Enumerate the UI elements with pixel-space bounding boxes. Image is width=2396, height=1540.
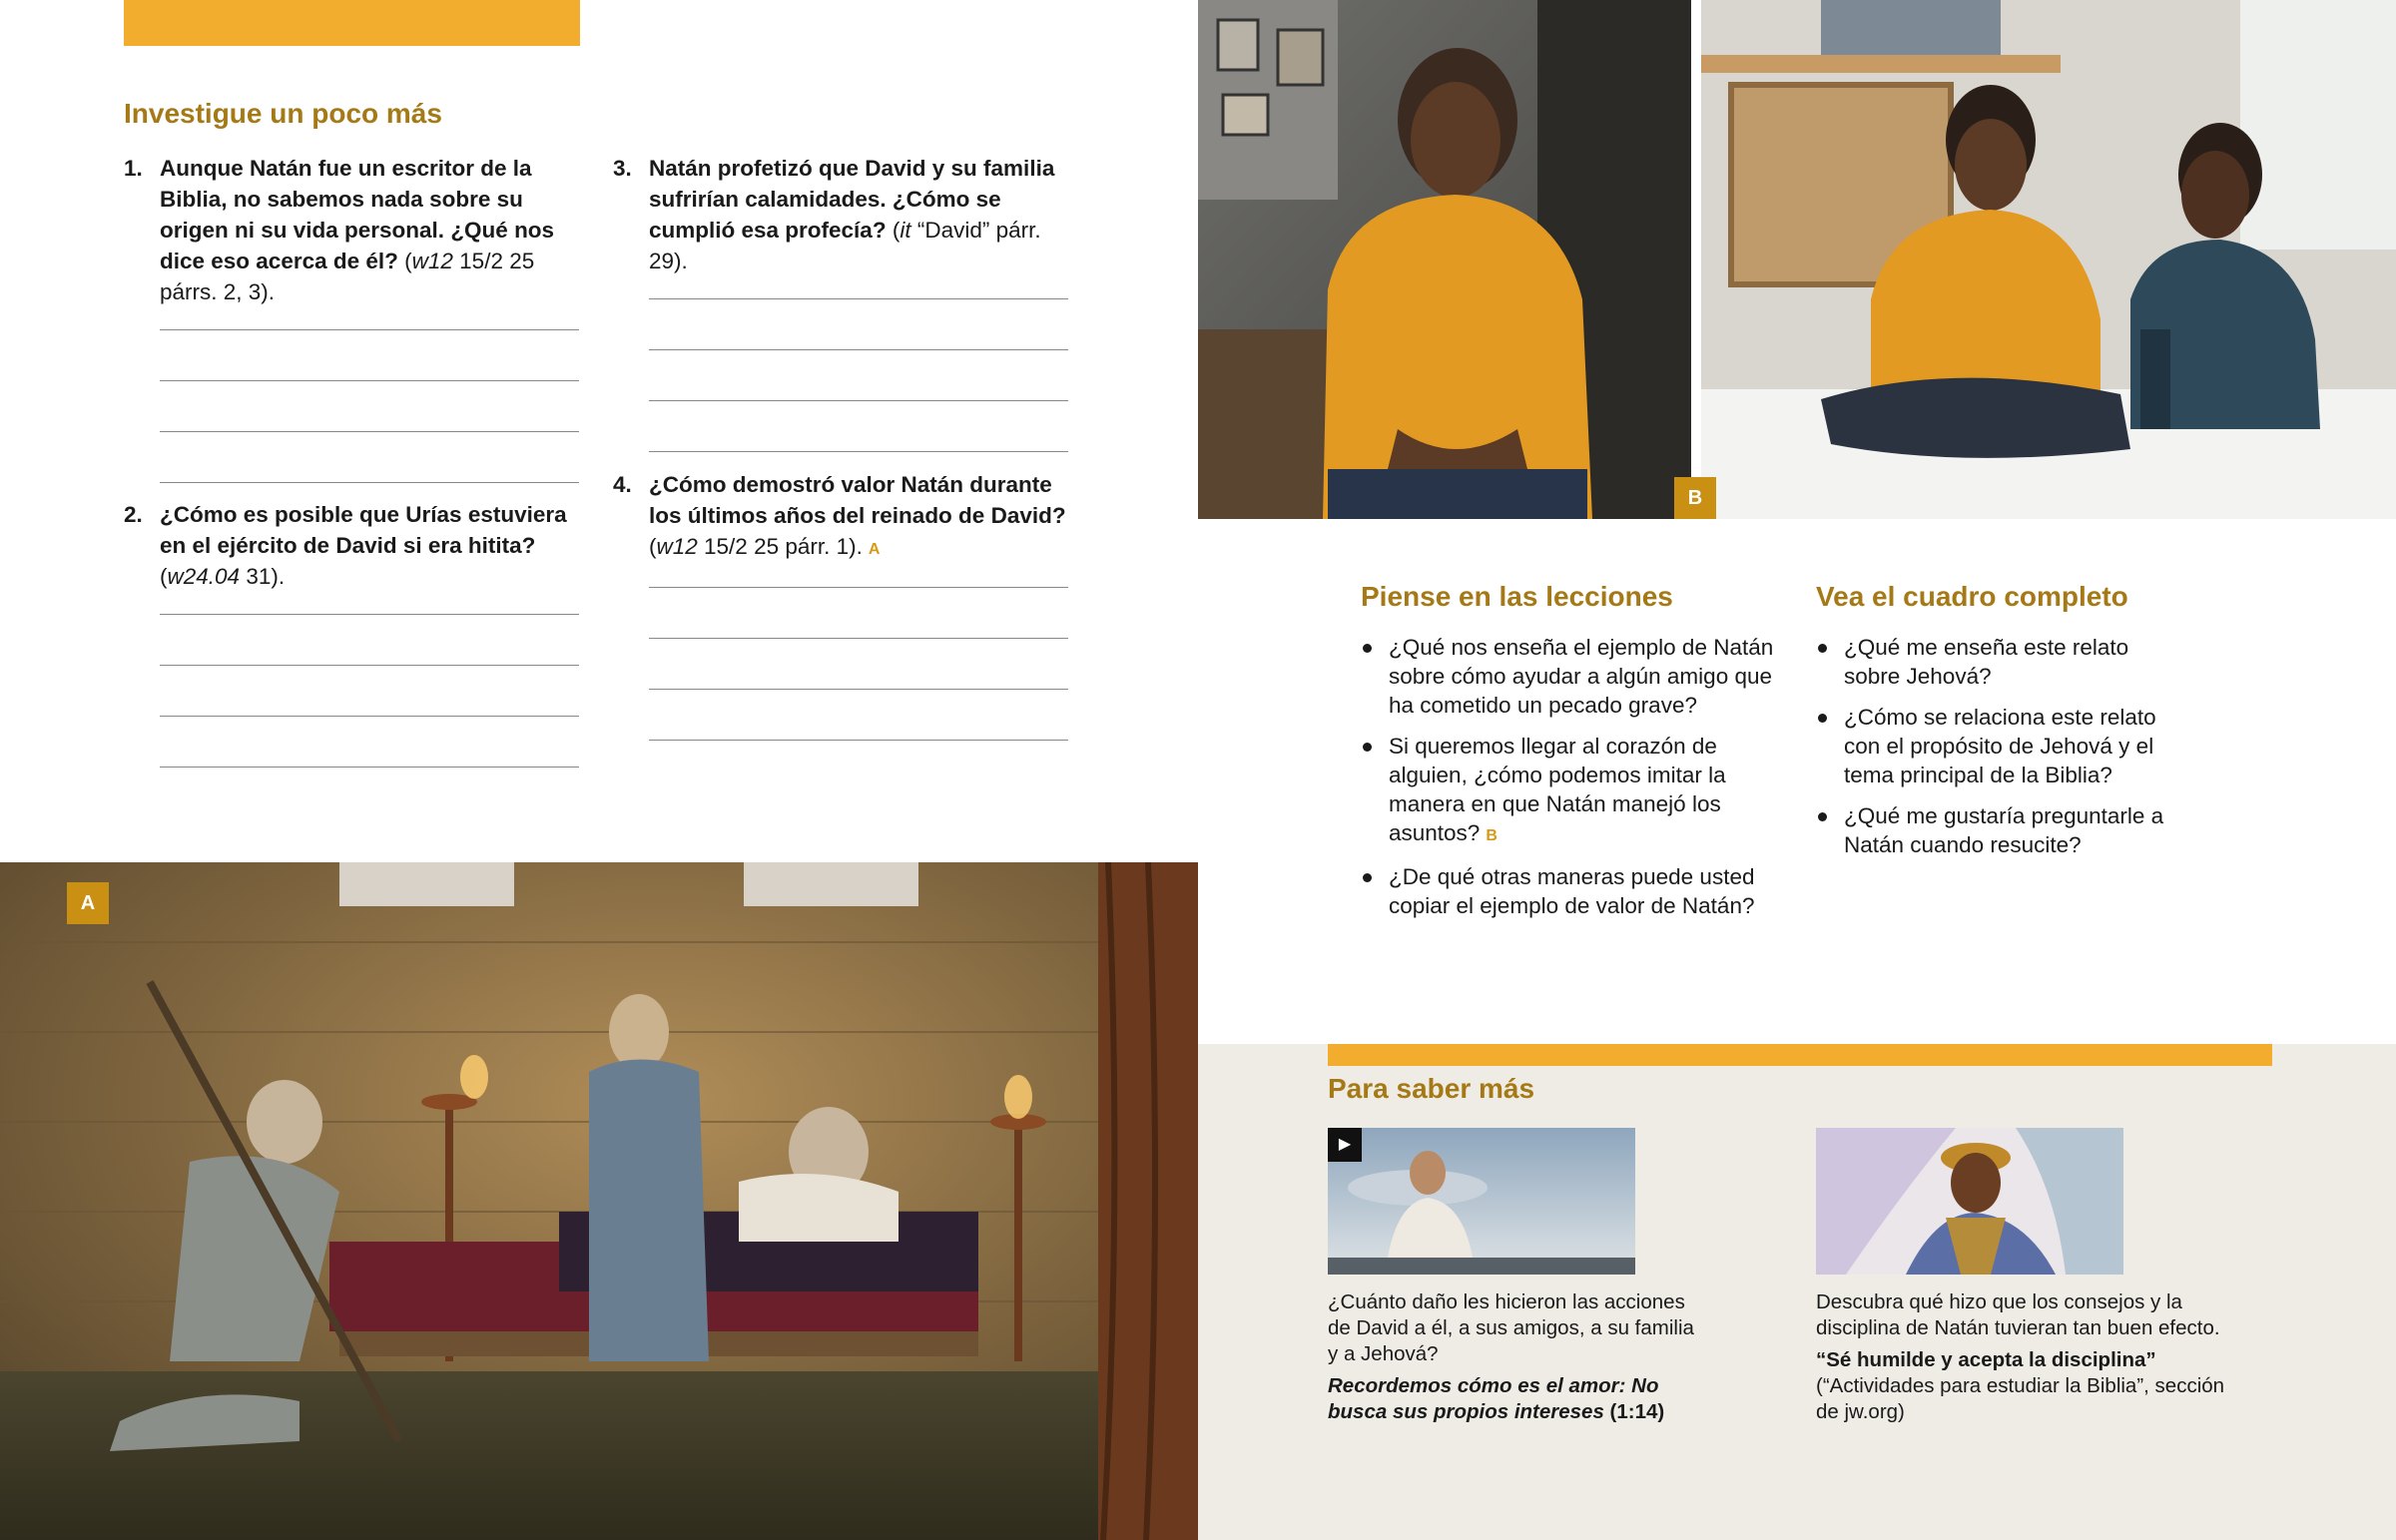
reference-detail: 15/2 25 párrs. 2, 3). <box>160 249 535 304</box>
question-1: 1. Aunque Natán fue un escritor de la Biblia, no sabemos nada sobre su origen ni su vida personal. ¿Qué nos dice eso acerca de él? (w12 15/2 25 párrs. 2, 3). <box>160 153 579 533</box>
answer-line[interactable] <box>649 400 1068 401</box>
answer-line[interactable] <box>649 740 1068 741</box>
video-description: ¿Cuánto daño les hicieron las acciones de David a él, a sus amigos, a su familia y a Jehová? <box>1328 1290 1694 1365</box>
question-text: ¿Cómo es posible que Urías estuviera en el ejército de David si era hitita? <box>160 502 567 558</box>
answer-line[interactable] <box>649 689 1068 690</box>
lessons-heading: Piense en las lecciones <box>1361 581 1673 612</box>
image-marker-b: B <box>1486 827 1498 844</box>
list-item: ¿Qué me gustaría preguntarle a Natán cuando resucite? <box>1816 801 2175 859</box>
research-heading: Investigue un poco más <box>124 98 442 129</box>
question-3: 3. Natán profetizó que David y su familia sufrirían calamidades. ¿Cómo se cumplió esa profecía? (it “David” párr. 29). <box>649 153 1068 502</box>
video-title[interactable]: Recordemos cómo es el amor: No busca sus propios intereses <box>1328 1374 1659 1423</box>
question-text: ¿Cómo demostró valor Natán durante los últimos años del reinado de David? <box>649 472 1066 528</box>
question-2: 2. ¿Cómo es posible que Urías estuviera en el ejército de David si era hitita? (w24.04 31). <box>160 499 579 817</box>
article-description-block <box>1816 1289 2245 1425</box>
article-description: Descubra qué hizo que los consejos y la disciplina de Natán tuvieran tan buen efecto. <box>1816 1290 2220 1339</box>
answer-line[interactable] <box>160 614 579 615</box>
answer-line[interactable] <box>649 298 1068 299</box>
question-number: 1. <box>124 156 143 181</box>
answer-line[interactable] <box>649 349 1068 350</box>
question-number: 3. <box>613 156 632 181</box>
reference-publication: it <box>899 218 911 243</box>
question-number: 4. <box>613 472 632 497</box>
answer-line[interactable] <box>160 482 579 483</box>
reference-publication: w12 <box>656 534 698 559</box>
answer-line[interactable] <box>160 431 579 432</box>
illustration-nathan-david <box>0 862 1198 1540</box>
answer-line[interactable] <box>160 380 579 381</box>
article-source: (“Actividades para estudiar la Biblia”, sección de jw.org) <box>1816 1374 2225 1423</box>
question-text: Aunque Natán fue un escritor de la Biblia, no sabemos nada sobre su origen ni su vida personal. ¿Qué nos dice eso acerca de él? <box>160 156 555 273</box>
list-item: Si queremos llegar al corazón de alguien, ¿cómo podemos imitar la manera en que Natán manejó los asuntos? B <box>1361 732 1780 850</box>
photo-woman-praying <box>1198 0 1691 519</box>
learn-more-accent-bar <box>1328 1044 2272 1066</box>
question-4: 4. ¿Cómo demostró valor Natán durante los últimos años del reinado de David? (w12 15/2 25 párr. 1). A <box>649 469 1068 790</box>
photo-women-talking <box>1701 0 2396 519</box>
video-description-block <box>1328 1289 1697 1425</box>
question-number: 2. <box>124 502 143 527</box>
reference-detail: 15/2 25 párr. 1). <box>697 534 863 559</box>
list-item: ¿Cómo se relaciona este relato con el propósito de Jehová y el tema principal de la Biblia? <box>1816 703 2175 789</box>
reference-detail: “David” párr. 29). <box>649 218 1041 273</box>
answer-line[interactable] <box>649 638 1068 639</box>
decorative-banner <box>124 0 580 46</box>
play-icon[interactable]: ▶ <box>1328 1128 1362 1162</box>
question-text: Natán profetizó que David y su familia sufrirían calamidades. ¿Cómo se cumplió esa profecía? <box>649 156 1055 243</box>
reference-publication: w24.04 <box>167 564 241 589</box>
list-item: ¿Qué nos enseña el ejemplo de Natán sobre cómo ayudar a algún amigo que ha cometido un pecado grave? <box>1361 633 1780 720</box>
reference-publication: w12 <box>411 249 453 273</box>
list-item: ¿De qué otras maneras puede usted copiar el ejemplo de valor de Natán? <box>1361 862 1780 920</box>
learn-more-heading: Para saber más <box>1328 1073 1535 1104</box>
video-duration: (1:14) <box>1603 1400 1665 1423</box>
article-title[interactable]: “Sé humilde y acepta la disciplina” <box>1816 1348 2156 1371</box>
big-picture-list <box>1816 633 2175 871</box>
answer-line[interactable] <box>160 665 579 666</box>
answer-line[interactable] <box>160 767 579 768</box>
answer-line[interactable] <box>649 451 1068 452</box>
reference-detail: 31). <box>240 564 286 589</box>
article-thumbnail[interactable] <box>1816 1128 2123 1275</box>
answer-line[interactable] <box>160 329 579 330</box>
video-thumbnail[interactable] <box>1328 1128 1635 1275</box>
answer-line[interactable] <box>649 587 1068 588</box>
image-label-b: B <box>1674 477 1716 519</box>
big-picture-heading: Vea el cuadro completo <box>1816 581 2128 612</box>
image-marker-a: A <box>868 541 881 558</box>
lessons-list <box>1361 633 1780 932</box>
list-item: ¿Qué me enseña este relato sobre Jehová? <box>1816 633 2175 691</box>
image-label-a: A <box>67 882 109 924</box>
answer-line[interactable] <box>160 716 579 717</box>
